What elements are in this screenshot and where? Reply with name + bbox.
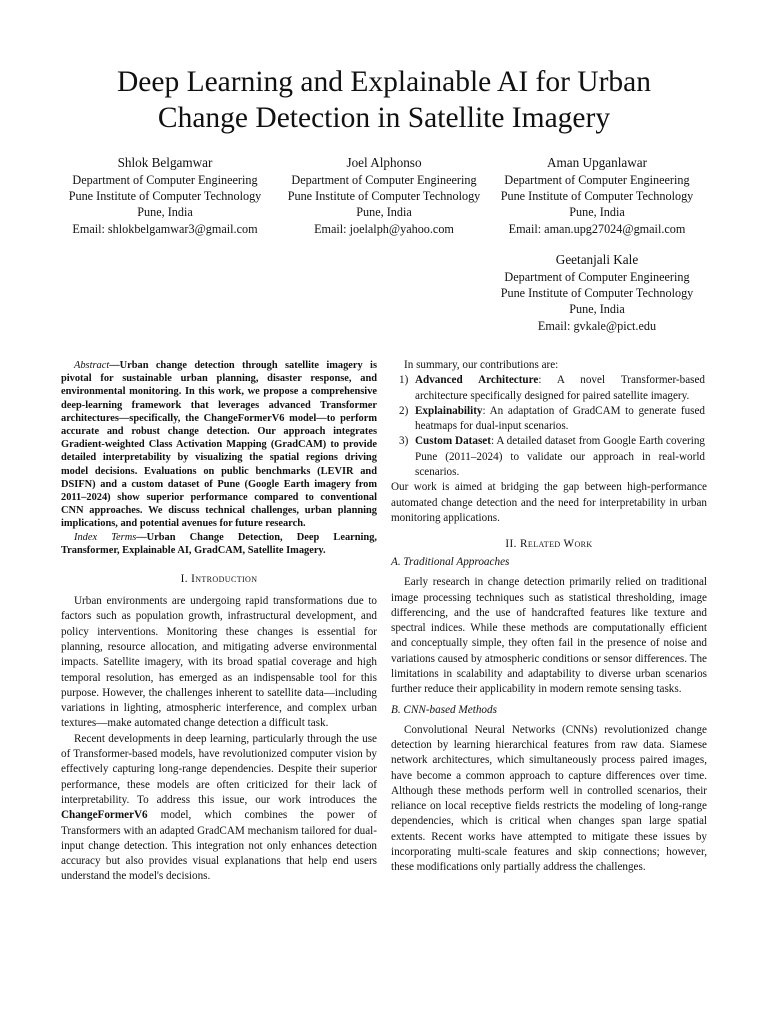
contributions-list <box>391 373 707 480</box>
author-name: Aman Upganlawar <box>547 155 647 170</box>
index-terms <box>61 531 377 557</box>
left-column <box>61 359 377 885</box>
author-location: Pune, India <box>569 302 625 317</box>
traditional-approaches-paragraph: Early research in change detection primarily relied on traditional image processing techniques such as statistical thresholding, image differencing, and the use of handcrafted features like texture and spectral indices. While these methods are computationally efficient and conceptually simple, they often fail in the presence of noise and variations caused by atmospheric conditions or sensor differences. The limitations in scalability and adaptability to diverse urban scenarios further reduce their applicability in modern remote sensing tasks. <box>391 576 707 696</box>
intro-paragraph-1: Urban environments are undergoing rapid transformations due to factors such as population growth, infrastructural development, and policy interventions. Monitoring these changes is essential for planning, resource allocation, and mitigating adverse environmental impacts. Satellite imagery, with its broad spatial coverage and high temporal resolution, has emerged as an indispensable tool for this purpose. However, the challenges inherent to satellite data—including variations in lighting, atmospheric interference, and complex urban textures—make automated change detection a difficult task. <box>61 595 377 730</box>
author-institution: Pune Institute of Computer Technology <box>500 286 694 301</box>
abstract <box>61 359 377 531</box>
list-item <box>391 404 707 435</box>
list-text: : A detailed dataset from Google Earth covering Pune (2011–2024) to validate our approach in real-world scenarios. <box>415 435 705 479</box>
right-column <box>391 358 707 876</box>
subsection-heading-cnn: B. CNN-based Methods <box>391 703 497 716</box>
list-text: : An adaptation of GradCAM to generate fused heatmaps for dual-input scenarios. <box>415 404 705 433</box>
author-institution: Pune Institute of Computer Technology <box>68 189 262 204</box>
abstract-label: Abstract <box>74 360 110 371</box>
author-email: Email: aman.upg27024@gmail.com <box>508 221 686 236</box>
author-email: Email: gvkale@pict.edu <box>537 318 657 333</box>
cnn-methods-paragraph: Convolutional Neural Networks (CNNs) revolutionized change detection by learning hierarchical features from raw data. Siamese network architectures, which simultaneously process paired images, have become a common approach to capture differences over time. Although these methods perform well in controlled scenarios, their reliance on local receptive fields restricts the modeling of long-range dependencies, which is critical when changes span large spatial extents. Recent works have attempted to mitigate these issues by incorporating multi-scale features and skip connections; however, these modifications only partially address the challenges. <box>391 723 707 874</box>
author-institution: Pune Institute of Computer Technology <box>287 189 481 204</box>
author-location: Pune, India <box>569 205 625 220</box>
list-number: 3) <box>399 435 409 448</box>
list-term: Custom Dataset <box>415 435 491 448</box>
model-name: ChangeFormerV6 <box>61 809 148 822</box>
list-number: 1) <box>399 374 409 387</box>
author-location: Pune, India <box>356 205 412 220</box>
author-name: Shlok Belgamwar <box>117 155 213 170</box>
list-term: Explainability <box>415 404 483 417</box>
author-department: Department of Computer Engineering <box>504 270 690 284</box>
paper-title <box>60 64 708 136</box>
author-department: Department of Computer Engineering <box>72 173 258 187</box>
author-department: Department of Computer Engineering <box>504 173 690 187</box>
author-block-3 <box>488 154 706 237</box>
author-name: Geetanjali Kale <box>555 252 639 267</box>
author-email: Email: joelalph@yahoo.com <box>314 221 454 236</box>
list-text: : A novel Transformer-based architecture specifically designed for paired satellite imagery. <box>415 374 706 402</box>
author-email: Email: shlokbelgamwar3@gmail.com <box>72 221 258 236</box>
author-block-1 <box>56 154 274 237</box>
title-line-2: Change Detection in Satellite Imagery <box>157 102 611 134</box>
contributions-closing: Our work is aimed at bridging the gap between high-performance automated change detection and the need for interpretability in urban monitoring applications. <box>391 481 707 524</box>
list-number: 2) <box>399 404 409 417</box>
intro-p2-after: model, which combines the power of Transformers with an adapted GradCAM mechanism tailored for dual-input change detection. This integration not only enhances detection accuracy but also provides visual explanations that help end users understand the model's decisions. <box>61 809 377 883</box>
author-block-2 <box>276 154 492 237</box>
author-name: Joel Alphonso <box>346 155 422 170</box>
index-terms-label: Index Terms <box>74 531 137 543</box>
section-heading-related-work: II. Related Work <box>505 538 593 551</box>
contributions-intro: In summary, our contributions are: <box>404 359 559 371</box>
list-item <box>391 434 707 480</box>
list-item <box>391 373 707 404</box>
abstract-text: —Urban change detection through satellite imagery is pivotal for sustainable urban planning, disaster response, and environmental monitoring. In this work, we propose a comprehensive deep-learning framework that leverages advanced Transformer architectures—specifically, the ChangeFormerV6 model—to perform accurate and robust change detection. Our approach integrates Gradient-weighted Class Activation Mapping (GradCAM) to provide detailed interpretability by visualizing the spatial regions driving model decisions. Evaluations on public benchmarks (LEVIR and DSIFN) and a custom dataset of Pune (Google Earth imagery from 2011–2024) show superior performance compared to conventional CNN approaches. We discuss technical challenges, urban planning implications, and potential avenues for future research. <box>61 360 377 530</box>
author-location: Pune, India <box>137 205 193 220</box>
author-institution: Pune Institute of Computer Technology <box>500 189 694 204</box>
index-terms-text: —Urban Change Detection, Deep Learning, Transformer, Explainable AI, GradCAM, Satellite Imagery. <box>61 531 378 556</box>
list-term: Advanced Architecture <box>415 374 539 387</box>
subsection-heading-traditional: A. Traditional Approaches <box>391 556 510 569</box>
section-heading-introduction: I. Introduction <box>180 573 258 586</box>
intro-p2-before: Recent developments in deep learning, particularly through the use of Transformer-based models, have revolutionized computer vision by effectively capturing long-range dependencies. Despite their superior performance, these models are often criticized for their lack of interpretability. To address this issue, our work introduces the <box>61 732 377 806</box>
author-department: Department of Computer Engineering <box>291 173 477 187</box>
author-block-4 <box>488 251 706 334</box>
intro-paragraph-2 <box>61 732 377 885</box>
title-line-1: Deep Learning and Explainable AI for Urban <box>116 66 652 98</box>
